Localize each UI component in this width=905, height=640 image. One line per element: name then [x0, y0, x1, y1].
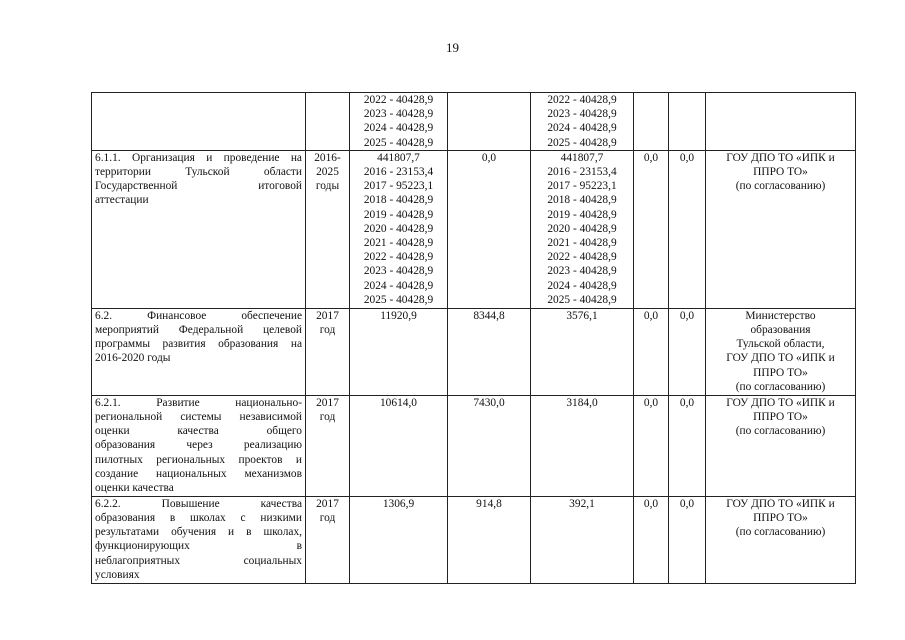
responsible-executor-line: ГОУ ДПО ТО «ИПК и [726, 497, 835, 510]
regional-budget-line: 2024 - 40428,9 [547, 279, 617, 292]
regional-budget-line: 2017 - 95223,1 [547, 180, 617, 193]
total-amount-line: 2024 - 40428,9 [363, 279, 434, 292]
activity-name-line: образования через реализацию [95, 439, 302, 452]
regional-budget-line: 2025 - 40428,9 [547, 136, 617, 149]
activity-name-line: программы развития образования на [95, 338, 302, 351]
local-budget-line: 0,0 [643, 151, 659, 164]
regional-budget-line: 2025 - 40428,9 [547, 293, 617, 306]
total-amount-line: 2022 - 40428,9 [363, 251, 434, 264]
table-row [92, 93, 856, 151]
total-amount-line: 2024 - 40428,9 [363, 122, 434, 135]
responsible-executor-cell [706, 150, 856, 308]
regional-budget-line: 2020 - 40428,9 [547, 222, 617, 235]
regional-budget-line: 3184,0 [566, 396, 598, 409]
total-amount-line: 2017 - 95223,1 [363, 180, 434, 193]
activity-name-line: Государственной итоговой [95, 180, 302, 193]
other-sources-line: 0,0 [679, 151, 695, 164]
total-amount-line: 2022 - 40428,9 [363, 94, 434, 106]
regional-budget-cell [531, 308, 634, 395]
other-sources-line: 0,0 [679, 396, 695, 409]
period-cell [306, 150, 350, 308]
period-line: 2017 [316, 497, 339, 510]
responsible-executor-line: Министерство [745, 309, 816, 322]
federal-budget-cell [448, 395, 531, 496]
regional-budget-line: 2022 - 40428,9 [547, 94, 617, 106]
other-sources-cell [669, 395, 706, 496]
responsible-executor-cell [706, 308, 856, 395]
responsible-executor-cell [706, 395, 856, 496]
period-line: годы [315, 180, 340, 193]
responsible-executor-line: ГОУ ДПО ТО «ИПК и [726, 352, 835, 365]
local-budget-cell [634, 395, 669, 496]
activity-name-line: оценки качества [95, 482, 174, 495]
local-budget-line: 0,0 [643, 309, 659, 322]
period-line: год [319, 512, 336, 525]
federal-budget-cell [448, 308, 531, 395]
responsible-executor-line: образования [750, 324, 811, 337]
responsible-executor-cell [706, 93, 856, 151]
regional-budget-line: 2022 - 40428,9 [547, 251, 617, 264]
local-budget-line: 0,0 [643, 396, 659, 409]
federal-budget-cell [448, 150, 531, 308]
responsible-executor-line: ГОУ ДПО ТО «ИПК и [726, 396, 835, 409]
activity-name-cell [92, 496, 306, 583]
period-line: 2017 [316, 309, 339, 322]
activity-name-cell [92, 150, 306, 308]
activity-name-line: оценки качества общего [95, 425, 302, 438]
regional-budget-line: 2021 - 40428,9 [547, 237, 617, 250]
activity-name-line: региональной системы независимой [95, 411, 302, 424]
federal-budget-line: 0,0 [481, 151, 497, 164]
total-amount-line: 10614,0 [379, 396, 418, 409]
other-sources-cell [669, 150, 706, 308]
activity-name-line: 2016-2020 годы [95, 352, 171, 365]
federal-budget-line: 7430,0 [473, 396, 505, 409]
period-line: 2025 [316, 166, 339, 179]
activity-name-line: результатами обучения и в школах, [95, 526, 302, 539]
responsible-executor-cell [706, 496, 856, 583]
period-cell [306, 395, 350, 496]
regional-budget-line: 2023 - 40428,9 [547, 108, 617, 121]
period-cell [306, 93, 350, 151]
local-budget-cell [634, 150, 669, 308]
regional-budget-cell [531, 395, 634, 496]
activity-name-line: аттестации [95, 194, 149, 207]
period-cell [306, 308, 350, 395]
total-amount-cell [350, 150, 448, 308]
total-amount-line: 2025 - 40428,9 [363, 293, 434, 306]
activity-name-line: пилотных региональных проектов и [95, 453, 302, 466]
local-budget-cell [634, 308, 669, 395]
total-amount-line: 2019 - 40428,9 [363, 208, 434, 221]
table-row [92, 308, 856, 395]
period-line: 2016- [314, 151, 341, 164]
regional-budget-cell [531, 93, 634, 151]
table-row [92, 496, 856, 583]
responsible-executor-line: (по согласованию) [735, 425, 826, 438]
regional-budget-line: 2016 - 23153,4 [547, 166, 617, 179]
local-budget-cell [634, 93, 669, 151]
regional-budget-line: 441807,7 [560, 151, 604, 164]
page-number: 19 [446, 40, 459, 55]
federal-budget-cell [448, 496, 531, 583]
responsible-executor-line: (по согласованию) [735, 380, 826, 393]
activity-name-line: мероприятий Федеральной целевой [95, 324, 302, 337]
responsible-executor-line: Тульской области, [736, 338, 825, 351]
table-row [92, 395, 856, 496]
total-amount-line: 2025 - 40428,9 [363, 136, 434, 149]
regional-budget-line: 2024 - 40428,9 [547, 122, 617, 135]
total-amount-line: 1306,9 [382, 497, 415, 510]
responsible-executor-line: (по согласованию) [735, 180, 826, 193]
total-amount-cell [350, 93, 448, 151]
activity-name-line: территории Тульской области [95, 166, 302, 179]
other-sources-cell [669, 93, 706, 151]
local-budget-line: 0,0 [643, 497, 659, 510]
table-row [92, 150, 856, 308]
regional-budget-line: 392,1 [569, 497, 595, 510]
activity-name-line: образования в школах с низкими [95, 512, 302, 525]
period-line: год [319, 411, 336, 424]
activity-name-line: функционирующих в [95, 540, 302, 553]
regional-budget-line: 2019 - 40428,9 [547, 208, 617, 221]
total-amount-line: 2016 - 23153,4 [363, 166, 434, 179]
total-amount-line: 2020 - 40428,9 [363, 222, 434, 235]
responsible-executor-line: ППРО ТО» [753, 366, 808, 379]
period-line: 2017 [316, 396, 339, 409]
total-amount-line: 2021 - 40428,9 [363, 237, 434, 250]
responsible-executor-line: ППРО ТО» [753, 166, 808, 179]
total-amount-cell [350, 308, 448, 395]
activity-name-line: 6.2. Финансовое обеспечение [95, 309, 302, 322]
total-amount-line: 2023 - 40428,9 [363, 265, 434, 278]
other-sources-line: 0,0 [679, 309, 695, 322]
period-line: год [319, 324, 336, 337]
regional-budget-cell [531, 150, 634, 308]
total-amount-line: 441807,7 [377, 151, 420, 164]
responsible-executor-line: (по согласованию) [735, 526, 826, 539]
regional-budget-line: 2023 - 40428,9 [547, 265, 617, 278]
activity-name-line: 6.2.2. Повышение качества [95, 497, 302, 510]
activity-name-line: 6.2.1. Развитие национально- [95, 396, 302, 409]
federal-budget-cell [448, 93, 531, 151]
responsible-executor-line: ППРО ТО» [753, 411, 808, 424]
responsible-executor-line: ГОУ ДПО ТО «ИПК и [726, 151, 835, 164]
responsible-executor-line: ППРО ТО» [753, 512, 808, 525]
total-amount-cell [350, 496, 448, 583]
other-sources-cell [669, 496, 706, 583]
other-sources-cell [669, 308, 706, 395]
total-amount-cell [350, 395, 448, 496]
total-amount-line: 2018 - 40428,9 [363, 194, 434, 207]
local-budget-cell [634, 496, 669, 583]
regional-budget-line: 2018 - 40428,9 [547, 194, 617, 207]
total-amount-line: 11920,9 [380, 309, 417, 322]
activity-name-line: условиях [95, 568, 140, 581]
other-sources-line: 0,0 [679, 497, 695, 510]
regional-budget-cell [531, 496, 634, 583]
budget-table [91, 92, 856, 584]
activity-name-line: создание национальных механизмов [95, 467, 302, 480]
period-cell [306, 496, 350, 583]
activity-name-line: 6.1.1. Организация и проведение на [95, 151, 302, 164]
activity-name-line: неблагоприятных социальных [95, 554, 302, 567]
total-amount-line: 2023 - 40428,9 [363, 108, 434, 121]
federal-budget-line: 8344,8 [473, 309, 505, 322]
activity-name-cell [92, 308, 306, 395]
activity-name-cell [92, 93, 306, 151]
regional-budget-line: 3576,1 [566, 309, 598, 322]
federal-budget-line: 914,8 [476, 497, 502, 510]
activity-name-cell [92, 395, 306, 496]
